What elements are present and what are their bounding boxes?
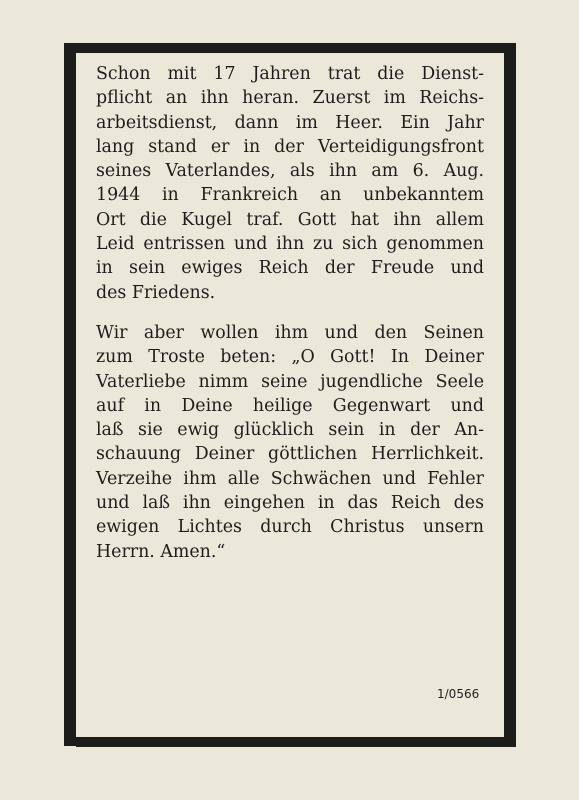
text-line: 1944 in Frankreich an unbekanntem [96, 185, 484, 206]
text-line: schauung Deiner göttlichen Herrlichkeit. [96, 444, 484, 465]
text-line: lang stand er in der Verteidigungsfront [96, 136, 484, 157]
text-line: laß sie ewig glücklich sein in der An- [96, 420, 484, 441]
border-right [504, 43, 516, 743]
paragraph-2 [96, 321, 484, 564]
border-left [64, 43, 76, 746]
text-line: in sein ewiges Reich der Freude und [96, 258, 484, 279]
text-line: auf in Deine heilige Gegenwart und [96, 395, 484, 416]
text-line: arbeitsdienst, dann im Heer. Ein Jahr [96, 112, 484, 133]
text-line: und laß ihn eingehen in das Reich des [96, 493, 484, 514]
text-line: des Friedens. [96, 282, 216, 303]
border-bottom [76, 737, 516, 747]
text-line: Schon mit 17 Jahren trat die Dienst- [96, 64, 484, 84]
text-line: Vaterliebe nimm seine jugendliche Seele [96, 371, 484, 392]
card-text [96, 62, 484, 564]
text-line: Herrn. Amen.“ [96, 541, 226, 562]
paragraph-1 [96, 62, 484, 305]
text-line: pflicht an ihn heran. Zuerst im Reichs- [96, 88, 484, 109]
paragraph-gap [96, 305, 484, 321]
text-line: seines Vaterlandes, als ihn am 6. Aug. [96, 161, 484, 182]
border-top [64, 43, 516, 53]
text-line: Leid entrissen und ihn zu sich genommen [96, 234, 484, 255]
text-line: Verzeihe ihm alle Schwächen und Fehler [96, 468, 484, 489]
text-line: ewigen Lichtes durch Christus unsern [96, 517, 484, 538]
text-line: Wir aber wollen ihm und den Seinen [96, 322, 484, 343]
text-line: Ort die Kugel traf. Gott hat ihn allem [96, 209, 484, 230]
print-code: 1/0566 [437, 687, 480, 701]
text-line: zum Troste beten: „O Gott! In Deiner [96, 347, 484, 368]
